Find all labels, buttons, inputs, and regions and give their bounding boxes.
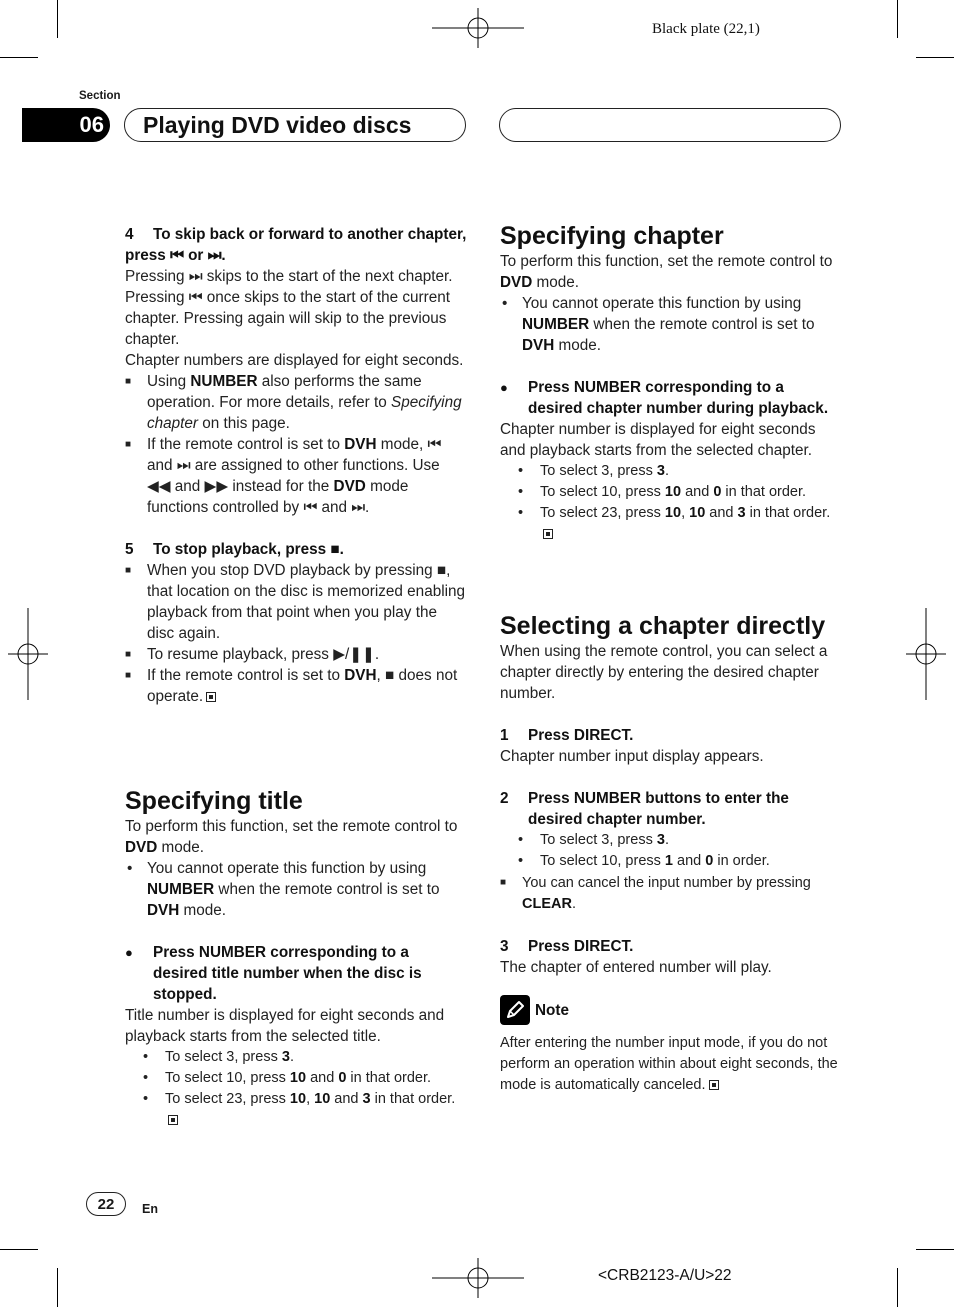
title-example-3: • To select 23, press 10, 10 and 3 in that order. <box>125 1089 467 1131</box>
chapter-example-1: • To select 3, press 3. <box>500 461 842 482</box>
heading-specifying-chapter: Specifying chapter <box>500 222 724 250</box>
title-step-text: Title number is displayed for eight seconds and playback starts from the selected title. <box>125 1007 445 1045</box>
step-5: 5 To stop playback, press ■. <box>125 541 344 558</box>
specifying-title-section <box>125 786 467 1131</box>
note-label: Note <box>535 1001 569 1019</box>
crop-mark <box>57 1268 58 1307</box>
chapter-step-text: Chapter number is displayed for eight seconds and playback starts from the selected chapter. <box>500 421 816 459</box>
end-mark-icon <box>709 1080 719 1090</box>
chapter-step: ● Press NUMBER corresponding to a desired chapter number during playback. <box>500 377 842 419</box>
section-label: Section <box>79 90 121 102</box>
title-example-1: • To select 3, press 3. <box>125 1047 467 1068</box>
crop-mark <box>57 0 58 38</box>
stop-note-2: ■ To resume playback, press ▶/❚❚. <box>125 644 467 665</box>
note-header <box>500 995 842 1025</box>
crop-mark <box>916 57 954 58</box>
step-4: 4 To skip back or forward to another chapter, press ⏮ or ⏭. <box>125 226 467 264</box>
chapter-intro: To perform this function, set the remote control to DVD mode. <box>500 253 833 291</box>
step4-text: Pressing ⏭ skips to the start of the next chapter. Pressing ⏮ once skips to the start of the current chapter. Pressing again will skip to the previous chapter. <box>125 268 453 348</box>
crop-mark <box>0 1249 38 1250</box>
section-title-right <box>499 108 841 142</box>
chapter-bullet: • You cannot operate this function by using NUMBER when the remote control is set to DVH mode. <box>500 293 842 356</box>
step4-text2: Chapter numbers are displayed for eight seconds. <box>125 352 464 369</box>
language-label: En <box>142 1202 158 1216</box>
end-mark-icon <box>543 529 553 539</box>
select-chapter-directly-section <box>500 611 842 1096</box>
title-intro: To perform this function, set the remote control to DVD mode. <box>125 818 458 856</box>
left-column <box>125 224 467 707</box>
title-example-2: • To select 10, press 10 and 0 in that order. <box>125 1068 467 1089</box>
direct-step-3: 3 Press DIRECT. <box>500 938 634 955</box>
note-number: ■ Using NUMBER also performs the same operation. For more details, refer to Specifying chapter on this page. <box>125 371 467 434</box>
note-text: After entering the number input mode, if you do not perform an operation within about eight seconds, the mode is automatically canceled. <box>500 1035 838 1093</box>
direct-step-1: 1 Press DIRECT. <box>500 727 634 744</box>
end-mark-icon <box>168 1115 178 1125</box>
end-mark-icon <box>206 692 216 702</box>
crop-mark <box>897 0 898 38</box>
direct-cancel-note: ■ You can cancel the input number by pressing CLEAR. <box>500 872 842 915</box>
heading-selecting-chapter-directly: Selecting a chapter directly <box>500 612 826 640</box>
crop-mark <box>897 1268 898 1307</box>
registration-mark-bottom <box>432 1258 524 1298</box>
direct-example-2: • To select 10, press 1 and 0 in order. <box>500 851 842 872</box>
direct-step-3-text: The chapter of entered number will play. <box>500 959 772 976</box>
registration-mark-right <box>906 608 946 700</box>
registration-mark-top <box>432 8 524 48</box>
chapter-example-2: • To select 10, press 10 and 0 in that order. <box>500 482 842 503</box>
direct-step-2: 2 Press NUMBER buttons to enter the desired chapter number. <box>500 790 789 828</box>
heading-specifying-title: Specifying title <box>125 787 303 815</box>
title-step: ● Press NUMBER corresponding to a desired title number when the disc is stopped. <box>125 942 467 1005</box>
stop-note-1: ■ When you stop DVD playback by pressing ■, that location on the disc is memorized enabling playback from that point when you play the disc again. <box>125 560 467 644</box>
direct-intro: When using the remote control, you can select a chapter directly by entering the desired chapter number. <box>500 643 828 702</box>
page-number: 22 <box>86 1192 126 1216</box>
section-title: Playing DVD video discs <box>124 108 466 142</box>
crop-mark <box>916 1249 954 1250</box>
plate-label: Black plate (22,1) <box>652 21 760 37</box>
specifying-chapter-section <box>500 221 842 545</box>
crop-mark <box>0 57 38 58</box>
direct-step-1-text: Chapter number input display appears. <box>500 748 764 765</box>
chapter-example-3: • To select 23, press 10, 10 and 3 in that order. <box>500 503 842 545</box>
section-number: 06 <box>22 108 110 142</box>
direct-example-1: • To select 3, press 3. <box>500 830 842 851</box>
document-code: <CRB2123-A/U>22 <box>598 1267 732 1284</box>
pencil-icon <box>500 995 530 1025</box>
note-dvh: ■ If the remote control is set to DVH mode, ⏮ and ⏭ are assigned to other functions. Use ◀◀ and ▶▶ instead for the DVD mode functions controlled by ⏮ and ⏭. <box>125 434 467 518</box>
registration-mark-left <box>8 608 48 700</box>
title-bullet: • You cannot operate this function by using NUMBER when the remote control is set to DVH mode. <box>125 858 467 921</box>
stop-note-3: ■ If the remote control is set to DVH, ■ does not operate. <box>125 665 467 707</box>
